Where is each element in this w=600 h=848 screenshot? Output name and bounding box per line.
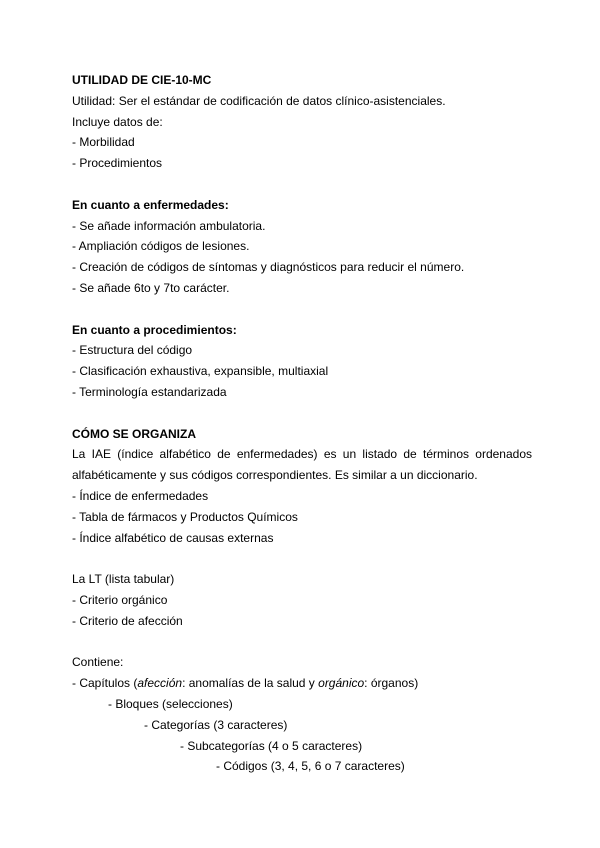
list-item: - Se añade 6to y 7to carácter.: [72, 280, 230, 295]
text-line: Contiene:: [72, 655, 124, 670]
list-item: - Índice de enfermedades: [72, 488, 209, 503]
italic-term: afección: [137, 676, 183, 691]
list-item: - Índice alfabético de causas externas: [72, 530, 274, 545]
text-line: Incluye datos de:: [72, 114, 163, 129]
italic-term: orgánico: [318, 676, 365, 691]
text-fragment: - Capítulos (: [72, 676, 138, 691]
list-item: - Se añade información ambulatoria.: [72, 218, 266, 233]
list-item: - Terminología estandarizada: [72, 384, 227, 399]
heading-como-se-organiza: CÓMO SE ORGANIZA: [72, 426, 197, 441]
list-item: - Criterio orgánico: [72, 592, 168, 607]
hierarchy-capitulos: [72, 673, 532, 694]
text-line: La LT (lista tabular): [72, 572, 175, 587]
heading-procedimientos: En cuanto a procedimientos:: [72, 322, 237, 337]
list-item: - Ampliación códigos de lesiones.: [72, 239, 250, 254]
heading-enfermedades: En cuanto a enfermedades:: [72, 197, 229, 212]
text-fragment: : anomalías de la salud y: [182, 676, 319, 691]
paragraph-line: La IAE (índice alfabético de enfermedades) es un listado de términos ordenados: [72, 447, 532, 462]
list-item: - Clasificación exhaustiva, expansible, multiaxial: [72, 364, 329, 379]
hierarchy-subcategorias: - Subcategorías (4 o 5 caracteres): [180, 738, 363, 753]
list-item: - Estructura del código: [72, 343, 193, 358]
hierarchy-categorias: - Categorías (3 caracteres): [144, 717, 288, 732]
list-item: - Morbilidad: [72, 135, 135, 150]
paragraph-line: alfabéticamente y sus códigos correspondientes. Es similar a un diccionario.: [72, 468, 478, 483]
text-line: Utilidad: Ser el estándar de codificación de datos clínico-asistenciales.: [72, 93, 446, 108]
hierarchy-codigos: - Códigos (3, 4, 5, 6 o 7 caracteres): [216, 759, 405, 774]
text-fragment: : órganos): [364, 676, 419, 691]
list-item: - Creación de códigos de síntomas y diagnósticos para reducir el número.: [72, 260, 465, 275]
document-page: [72, 70, 532, 777]
list-item: - Criterio de afección: [72, 613, 183, 628]
list-item: - Procedimientos: [72, 156, 163, 171]
hierarchy-bloques: - Bloques (selecciones): [108, 696, 233, 711]
heading-utilidad: UTILIDAD DE CIE-10-MC: [72, 73, 212, 87]
list-item: - Tabla de fármacos y Productos Químicos: [72, 509, 298, 524]
